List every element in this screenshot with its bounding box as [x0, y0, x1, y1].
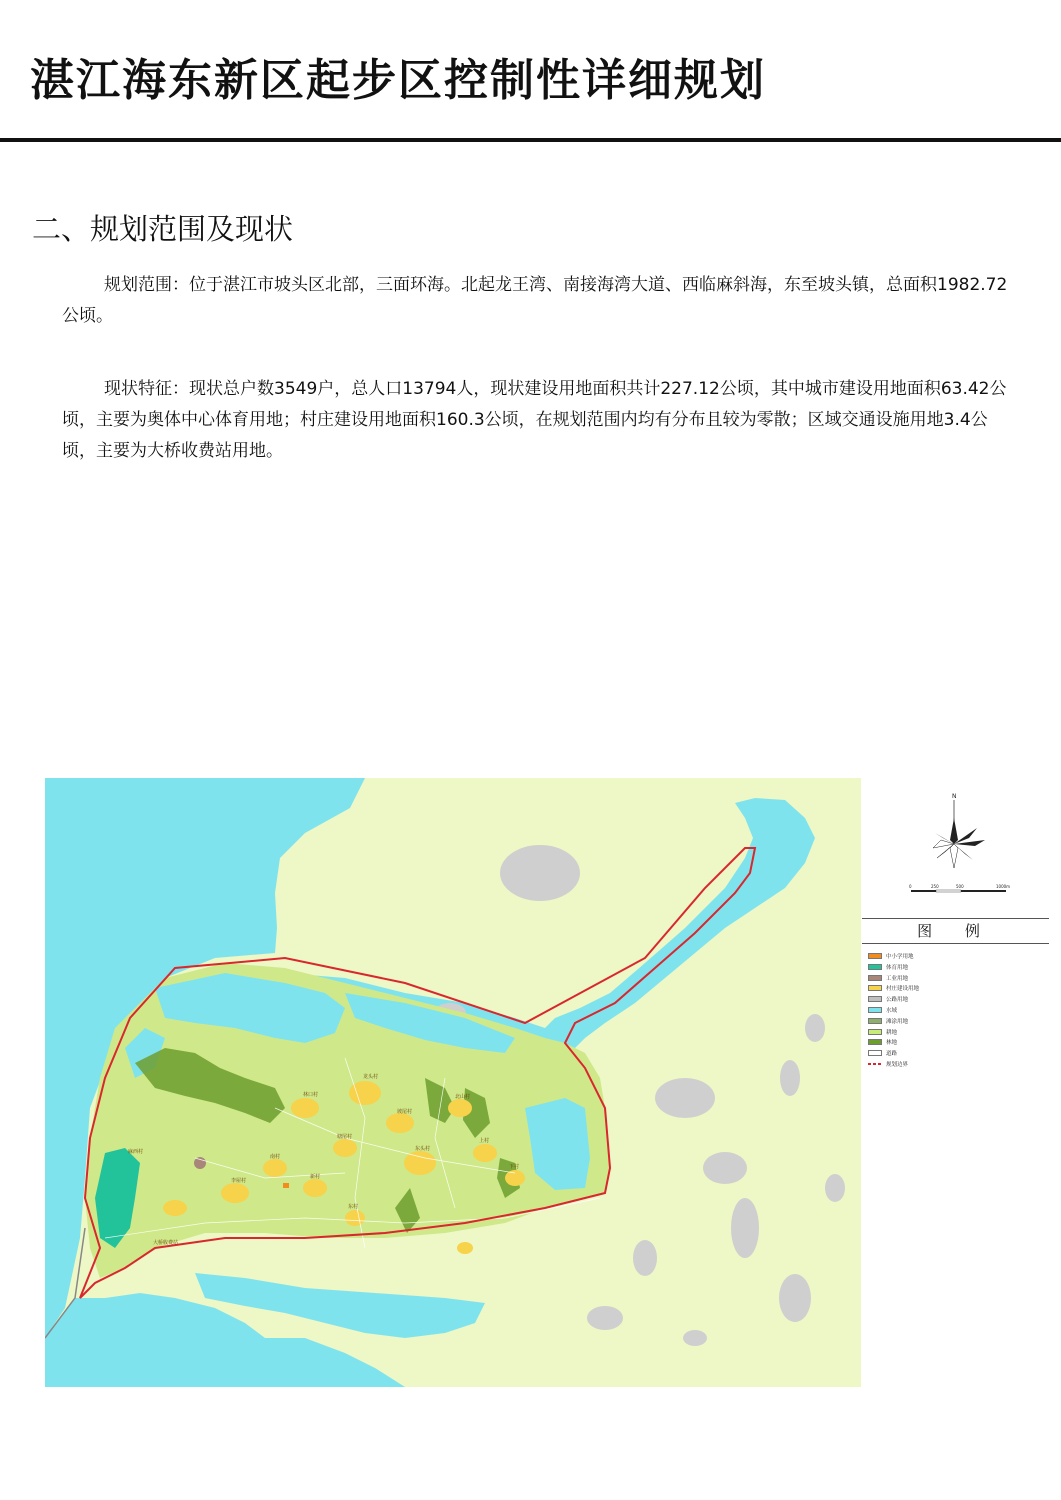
legend-item — [862, 1005, 1049, 1015]
legend-label: 工业用地 — [886, 975, 909, 982]
land-use-map — [45, 778, 861, 1387]
legend-label: 公路用地 — [886, 997, 909, 1004]
planning-scope-paragraph — [62, 270, 1012, 332]
planning-scope-text: 规划范围：位于湛江市坡头区北部，三面环海。北起龙王湾、南接海湾大道、西临麻斜海，东至坡头镇，总面积1982.72公顷。 — [62, 275, 1008, 326]
legend-swatch — [868, 1007, 882, 1013]
legend-item — [862, 1016, 1049, 1026]
current-status-text: 现状特征：现状总户数3549户，总人口13794人，现状建设用地面积共计227.12公顷，其中城市建设用地面积63.42公顷，主要为奥体中心体育用地；村庄建设用地面积160.3公顷，在规划范围内均有分布且较为零散；区域交通设施用地3.4公顷，主要为大桥收费站用地。 — [62, 379, 1007, 461]
place-name: 北山村 — [455, 1094, 471, 1100]
legend-label: 中小学用地 — [886, 954, 914, 960]
scale-bar — [906, 882, 1016, 898]
place-name: 南村 — [270, 1154, 281, 1160]
legend-item — [862, 1059, 1049, 1069]
place-name: 林口村 — [303, 1092, 319, 1098]
section-heading: 二、规划范围及现状 — [32, 212, 294, 246]
legend-label: 水域 — [886, 1007, 898, 1014]
scale-label: 1000m — [996, 884, 1011, 889]
place-name: 大桥收费站 — [153, 1240, 179, 1246]
place-name: 塘尾村 — [337, 1134, 353, 1140]
scale-label: 250 — [931, 884, 939, 889]
school-land — [283, 1183, 289, 1188]
legend-item — [862, 1027, 1049, 1037]
scale-label: 500 — [956, 884, 964, 889]
map-legend — [862, 918, 1049, 1070]
legend-item — [862, 994, 1049, 1004]
page-title: 湛江海东新区起步区控制性详细规划 — [30, 55, 766, 106]
place-name: 东村 — [348, 1204, 359, 1210]
place-name: 龙头村 — [363, 1074, 379, 1080]
place-name: 新村 — [310, 1174, 321, 1180]
legend-swatch — [868, 975, 882, 981]
current-status-paragraph — [62, 374, 1012, 467]
legend-swatch — [868, 1029, 882, 1035]
legend-item — [862, 951, 1049, 961]
legend-title: 图 例 — [862, 918, 1049, 944]
place-name: 东头村 — [415, 1146, 431, 1152]
legend-swatch — [868, 985, 882, 991]
legend-swatch — [868, 953, 882, 959]
legend-label: 耕地 — [886, 1029, 898, 1036]
legend-label: 体育用地 — [886, 964, 909, 971]
legend-swatch — [868, 1039, 882, 1045]
legend-label: 滩涂用地 — [886, 1018, 909, 1025]
legend-item — [862, 1037, 1049, 1047]
place-name: 麻西村 — [128, 1149, 144, 1155]
north-label: N — [952, 793, 957, 800]
legend-label: 林地 — [886, 1040, 898, 1047]
legend-label: 村庄建设用地 — [886, 986, 920, 993]
place-name: 上村 — [479, 1138, 490, 1144]
legend-item — [862, 973, 1049, 983]
legend-swatch — [868, 996, 882, 1002]
legend-swatch — [868, 1050, 882, 1056]
place-name: 下村 — [509, 1164, 520, 1170]
legend-item — [862, 983, 1049, 993]
legend-item — [862, 1048, 1049, 1058]
legend-item — [862, 962, 1049, 972]
legend-label: 道路 — [886, 1051, 898, 1058]
legend-label: 规划边界 — [886, 1061, 909, 1068]
scale-label: 0 — [909, 884, 912, 889]
industrial-land — [194, 1157, 206, 1169]
title-divider — [0, 138, 1061, 142]
place-name: 李屋村 — [231, 1178, 247, 1184]
legend-swatch — [868, 1063, 882, 1065]
legend-swatch — [868, 964, 882, 970]
legend-list — [862, 951, 1049, 1069]
legend-swatch — [868, 1018, 882, 1024]
north-arrow — [925, 788, 1005, 892]
place-name: 坡尾村 — [397, 1109, 413, 1115]
